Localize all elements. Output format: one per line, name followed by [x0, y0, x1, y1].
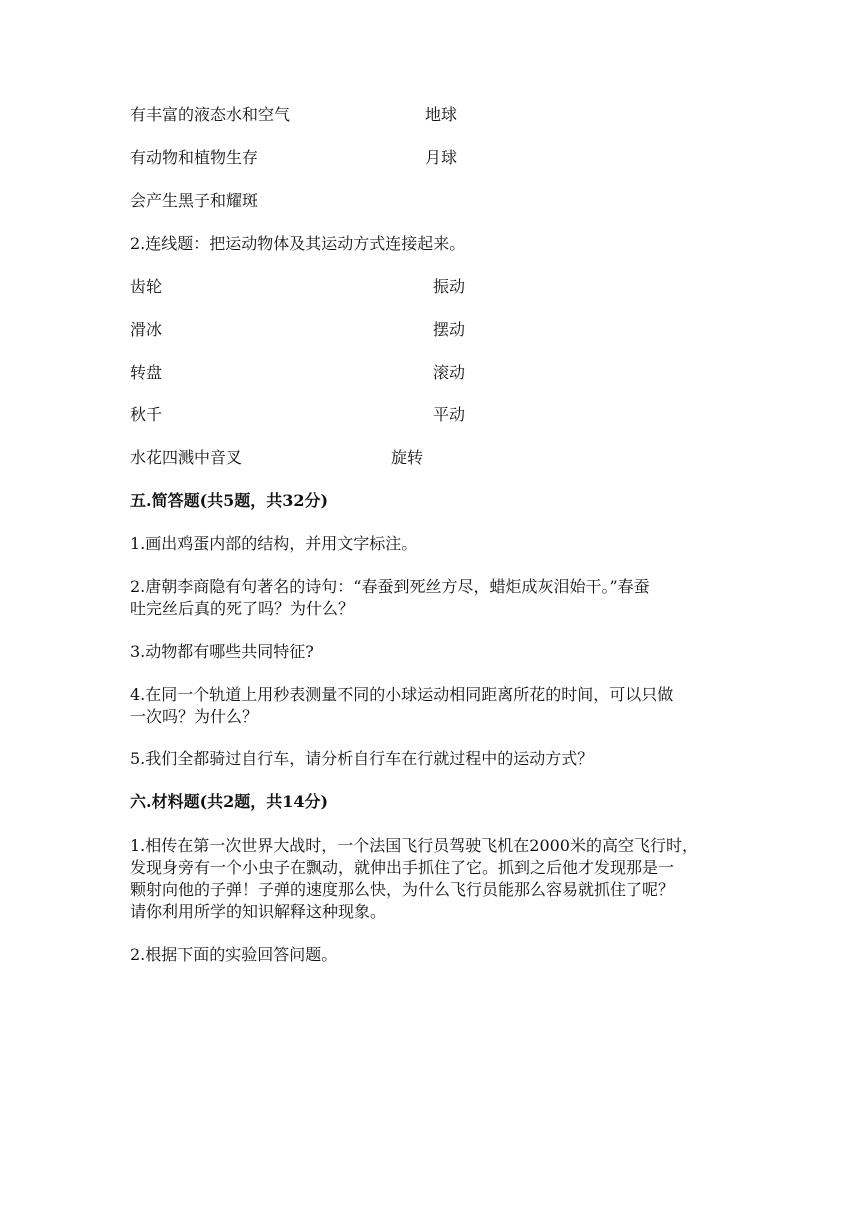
- s5-question-2-line2: 吐完丝后真的死了吗？为什么？: [130, 599, 355, 618]
- s5-question-5: 5.我们全都骑过自行车，请分析自行车在行就过程中的运动方式？: [130, 749, 594, 768]
- q2-left-1: 齿轮: [130, 277, 163, 296]
- q2-right-1: 振动: [433, 277, 466, 296]
- s6-question-2: 2.根据下面的实验回答问题。: [130, 945, 338, 964]
- match1-right-2: 月球: [425, 148, 458, 167]
- match1-left-2: 有动物和植物生存: [130, 148, 259, 167]
- s5-question-3: 3.动物都有哪些共同特征?: [130, 642, 314, 661]
- s5-question-4-line2: 一次吗？为什么？: [130, 707, 259, 726]
- q2-right-5: 旋转: [391, 448, 424, 467]
- q2-right-3: 滚动: [433, 363, 466, 382]
- q2-left-4: 秋千: [130, 405, 163, 424]
- section5-heading: 五.简答题(共5题，共32分): [130, 491, 329, 510]
- q2-left-2: 滑冰: [130, 320, 163, 339]
- s5-question-1: 1.画出鸡蛋内部的结构，并用文字标注。: [130, 534, 418, 553]
- q2-left-3: 转盘: [130, 363, 163, 382]
- match1-right-1: 地球: [425, 105, 458, 124]
- q2-left-5: 水花四溅中音叉: [130, 448, 243, 467]
- match1-left-3: 会产生黑子和耀斑: [130, 191, 259, 210]
- s6-question-1-line3: 颗射向他的子弹！子弹的速度那么快，为什么飞行员能那么容易就抓住了呢？: [130, 880, 675, 899]
- q2-title: 2.连线题：把运动物体及其运动方式连接起来。: [130, 234, 466, 253]
- q2-right-2: 摆动: [433, 320, 466, 339]
- match1-left-1: 有丰富的液态水和空气: [130, 105, 291, 124]
- s6-question-1-line1: 1.相传在第一次世界大战时，一个法国飞行员驾驶飞机在2000米的高空飞行时，: [130, 836, 698, 855]
- s6-question-1-line2: 发现身旁有一个小虫子在飘动，就伸出手抓住了它。抓到之后他才发现那是一: [130, 858, 675, 877]
- s5-question-2-line1: 2.唐朝李商隐有句著名的诗句：“春蚕到死丝方尽，蜡炬成灰泪始干。”春蚕: [130, 577, 650, 596]
- section6-heading: 六.材料题(共2题，共14分): [130, 792, 329, 811]
- q2-right-4: 平动: [433, 405, 466, 424]
- s5-question-4-line1: 4.在同一个轨道上用秒表测量不同的小球运动相同距离所花的时间，可以只做: [130, 685, 674, 704]
- s6-question-1-line4: 请你利用所学的知识解释这种现象。: [130, 902, 387, 921]
